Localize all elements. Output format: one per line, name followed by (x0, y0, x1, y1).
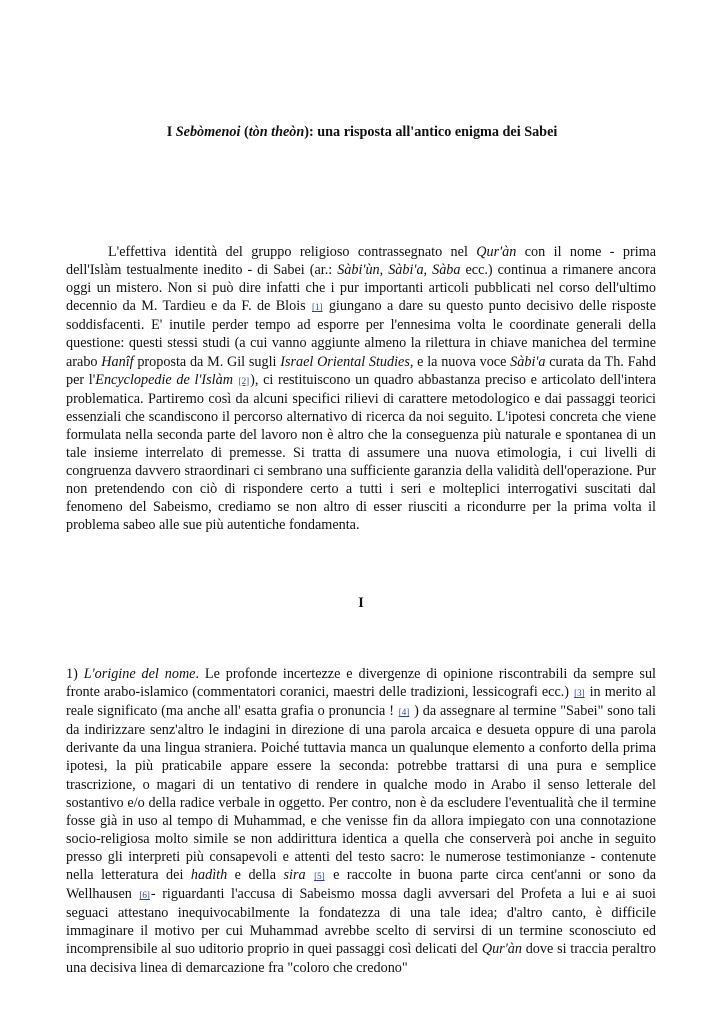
text-run: e raccolte in buona parte circa cent'anni or sono da Wellhausen (66, 867, 657, 903)
italic-run: Israel Oriental Studies (280, 353, 410, 370)
text-run: ), ci restituiscono un quadro abbastanza preciso e articolato dell'intera problematica. Partiremo così da alcuni specifici rilievi di carattere metodologico e dai passaggi teorici essenziali che scandiscono il percorso alternativo di ricerca da noi seguito. L'ipotesi concreta che viene formulata nella seconda parte del lavoro non è altro che la conseguenza più naturale e spontanea di un tale insieme interrelato di premesse. Si tratta di assumere una nuova etimologia, i cui livelli di congruenza davvero straordinari ci sembrano una sufficiente garanzia della validità dell'operazione. Pur non pretendendo con ciò di rispondere certo a tutti i seri e molteplici interrogativi suscitati dal fenomeno del Sabeismo, crediamo se non altro di esser riusciti a ricondurre per la prima volta il problema sabeo alle sue più autentiche fondamenta. (66, 371, 656, 534)
italic-run: L'origine del nome (83, 666, 196, 682)
italic-run: Sàbi'a (388, 262, 424, 279)
text-run: giungano a dare su questo punto decisivo delle risposte soddisfacenti. E' inutile perder tempo ad esporre per l'ennesima volta le coordinate generali della questione: questi stessi studi (a cui vanno aggiunte almeno la rilettura in chiave manichea del termine arabo (66, 298, 656, 370)
intro-paragraph (66, 243, 656, 535)
italic-run: Encyclopedie de l'Islàm (95, 371, 233, 388)
text-run: curata da Th. Fahd per l' (66, 353, 656, 388)
text-run: 1) (66, 666, 84, 682)
title-term: Sebòmenoi (175, 124, 241, 140)
title-suffix: ): una risposta all'antico enigma dei Sabei (304, 124, 558, 140)
footnote-link-1[interactable]: [1] (312, 302, 323, 313)
text-run (306, 867, 314, 883)
text-run: , (423, 262, 433, 279)
footnote-link-4[interactable]: [4] (398, 707, 410, 718)
text-run: e della (227, 867, 284, 884)
text-run (233, 372, 238, 388)
text-run: L'effettiva identità del gruppo religioso contrassegnato nel (108, 244, 477, 260)
italic-run: Sàbi'a (510, 353, 546, 370)
footnote-link-2[interactable]: [2] (238, 375, 250, 386)
text-run: con il nome - prima dell'Islàm testualmente inedito - di Sabei (ar.: (66, 244, 656, 279)
body-paragraph (66, 665, 656, 977)
italic-run: Hanîf (101, 353, 134, 370)
text-run: , (379, 262, 389, 279)
italic-run: Sàba (432, 262, 461, 279)
text-run: in merito al reale significato (ma anche all' esatta grafia o pronuncia ! (66, 684, 657, 720)
footnote-link-3[interactable]: [3] (574, 688, 585, 699)
text-run: ecc.) continua a rimanere ancora oggi un mistero. Non si può dire infatti che i pur importanti articoli pubblicati nel corso dell'ultimo decennio da M. Tardieu e da F. de Blois (66, 262, 656, 315)
text-run: ) da assegnare al termine "Sabei" sono tali da indirizzare senz'altro le indagini in direzione di una parola arcaica e desueta oppure di una parola derivante da una lingua straniera. Poiché tuttavia manca un qualunque elemento a conforto della prima ipotesi, la più praticabile appare essere la seconda: potrebbe trattarsi di una pura e semplice trascrizione, o magari di un tentativo di rendere in qualche modo in Arabo il senso letterale del sostantivo e/o della radice verbale in oggetto. Per contro, non è da escludere l'eventualità che il termine fosse già in uso al tempo di Muhammad, e che venisse fin da allora impiegato con una connotazione socio-religiosa molto simile se non addirittura identica a quella che conserverà poi anche in seguito presso gli interpreti più consapevoli e attenti del testo sacro: le numerose testimonianze - contenute nella letteratura dei (66, 703, 656, 884)
text-run: . Le profonde incertezze e divergenze di opinione riscontrabili da sempre sul fronte arabo-islamico (commentatori coranici, maestri delle tradizioni, lessicografi ecc.) (66, 666, 656, 701)
text-run: dove si traccia peraltro una decisiva linea di demarcazione fra "coloro che credono" (66, 941, 656, 976)
footnote-link-6[interactable]: [6] (139, 890, 150, 901)
text-run: , e la nuova voce (409, 353, 511, 370)
italic-run: sira (283, 867, 306, 884)
page-title (66, 123, 658, 141)
footnote-link-5[interactable]: [5] (314, 871, 325, 882)
italic-run: Qur'àn (481, 941, 522, 958)
italic-run: Sàbi'ùn (337, 262, 380, 279)
text-run: proposta da M. Gil sugli (133, 353, 281, 370)
italic-run: Qur'àn (476, 244, 517, 260)
title-greek: tòn theòn (248, 124, 305, 140)
title-open-paren: ( (240, 124, 249, 140)
title-prefix: I (166, 124, 176, 140)
section-heading: I (358, 595, 364, 611)
text-run: - riguardanti l'accusa di Sabeismo mossa dagli avversari del Profeta a lui e ai suoi seguaci attestano inequivocabilmente la fondatezza di una tale idea; d'altro canto, è difficile immaginare il motivo per cui Muhammad avrebbe scelto di servirsi di un termine sconosciuto ed incomprensibile al suo uditorio proprio in quei passaggi così delicati del (66, 886, 656, 958)
italic-run: hadìth (190, 867, 228, 884)
